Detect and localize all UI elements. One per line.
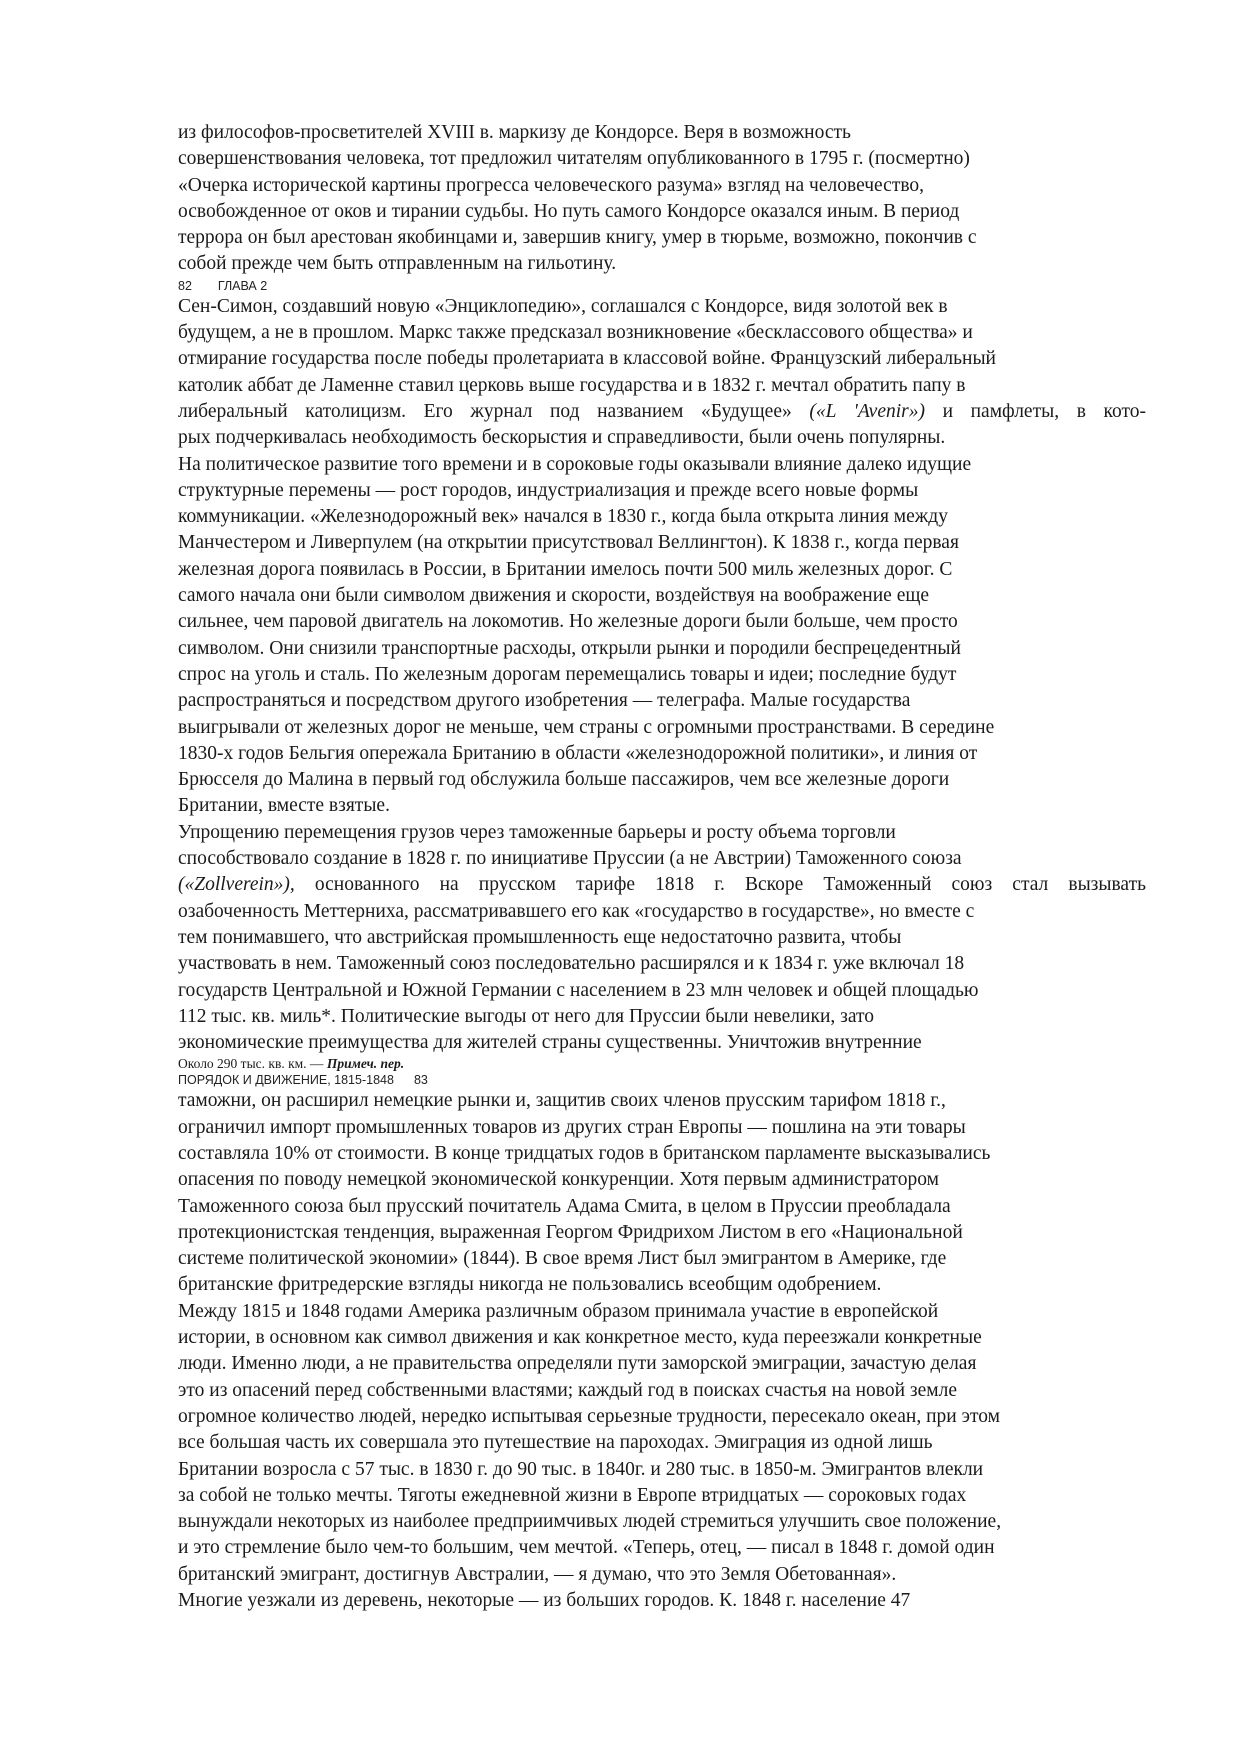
text-line: коммуникации. «Железнодорожный век» начался в 1830 г., когда была открыта линия между [178,506,948,528]
text-line: протекционистская тенденция, выраженная Георгом Фридрихом Листом в его «Национальной [178,1221,963,1243]
text-line: британский эмигрант, достигнув Австралии, — я думаю, что это Земля Обетованная». [178,1563,897,1585]
text-line: Манчестером и Ливерпулем (на открытии присутствовал Веллингтон). К 1838 г., когда первая [178,532,959,554]
paragraph-railways [178,452,1146,820]
running-header-right [178,1072,1146,1088]
page-number: 83 [413,1073,428,1088]
text-line: распространяться и посредством другого изобретения — телеграфа. Малые государства [178,690,911,712]
text-line: спрос на уголь и сталь. По железным дорогам перемещались товары и идеи; последние будут [178,663,957,685]
text-line: самого начала они были символом движения и скорости, воздействуя на воображение еще [178,585,930,607]
paragraph-condorcet [178,120,1146,278]
document-page [178,120,1146,1614]
text-line: Упрощению перемещения грузов через таможенные барьеры и росту объема торговли [178,821,896,843]
text-line: отмирание государства после победы пролетариата в классовой войне. Французский либеральный [178,348,996,370]
paragraph-villages [178,1588,1146,1614]
text-line: сильнее, чем паровой двигатель на локомотив. Но железные дороги были больше, чем просто [178,611,958,633]
text-line: железная дорога появилась в России, в Британии имелось почти 500 миль железных дорог. С [178,558,953,580]
text-line: Многие уезжали из деревень, некоторые — из больших городов. К. 1848 г. население 47 [178,1590,911,1612]
text-line: На политическое развитие того времени и в сороковые годы оказывали влияние далеко идущие [178,453,972,475]
text-line: это из опасений перед собственными властями; каждый год в поисках счастья на новой земле [178,1379,958,1401]
text-line: 1830-х годов Бельгия опережала Британию в области «железнодорожной политики», и линия от [178,742,978,764]
text-line: способствовало создание в 1828 г. по инициативе Пруссии (а не Австрии) Таможенного союза [178,848,962,870]
text-line: государств Центральной и Южной Германии с населением в 23 млн человек и общей площадью [178,979,979,1001]
text-line: британские фритредерские взгляды никогда не пользовались всеобщим одобрением. [178,1274,882,1296]
text-line: системе политической экономии» (1844). В свое время Лист был эмигрантом в Америке, где [178,1248,947,1270]
text-line: («Zollverein»), основанного на прусском тарифе 1818 г. Вскоре Таможенный союз стал вызывать [178,874,1146,896]
text-line: совершенствования человека, тот предложил читателям опубликованного в 1795 г. (посмертно) [178,148,970,170]
text-line: террора он был арестован якобинцами и, завершив книгу, умер в тюрьме, возможно, покончив с [178,227,977,249]
text-line: истории, в основном как символ движения и как конкретное место, куда переезжали конкретные [178,1327,982,1349]
footnote-note: Примеч. пер. [326,1056,405,1072]
page-number: 82 [178,278,192,293]
text-line: Сен-Симон, создавший новую «Энциклопедию», соглашался с Кондорсе, видя золотой век в [178,295,948,317]
text-line: католик аббат де Ламенне ставил церковь выше государства и в 1832 г. мечтал обратить папу в [178,374,966,396]
text-line: озабоченность Меттерниха, рассматривавшего его как «государство в государстве», но вместе с [178,900,975,922]
chapter-title: ГЛАВА 2 [217,278,268,293]
text-line: экономические преимущества для жителей страны существенны. Уничтожив внутренние [178,1032,922,1054]
text-line: 112 тыс. кв. миль*. Политические выгоды от него для Пруссии были невелики, зато [178,1005,875,1027]
text-line: либеральный католицизм. Его журнал под названием «Будущее» («L 'Avenir») и памфлеты, в кото- [178,400,1146,422]
text-line: ограничил импорт промышленных товаров из других стран Европы — пошлина на эти товары [178,1116,966,1138]
paragraph-zollverein [178,820,1146,1057]
text-line: все большая часть их совершала это путешествие на пароходах. Эмиграция из одной лишь [178,1432,933,1454]
text-line: выигрывали от железных дорог не меньше, чем страны с огромными пространствами. В середине [178,716,995,738]
footnote: Около 290 тыс. кв. км. — Примеч. пер. [178,1056,405,1072]
text-line: символом. Они снизили транспортные расходы, открыли рынки и породили беспрецедентный [178,637,961,659]
text-line: Между 1815 и 1848 годами Америка различным образом принимала участие в европейской [178,1300,939,1322]
text-line: вынуждали некоторых из наиболее предприимчивых людей стремиться улучшить свое положение, [178,1511,1002,1533]
text-line: участвовать в нем. Таможенный союз последовательно расширялся и к 1834 г. уже включал 18 [178,953,965,975]
paragraph-customs [178,1088,1146,1298]
text-line: люди. Именно люди, а не правительства определяли пути заморской эмиграции, зачастую делая [178,1353,977,1375]
text-line: таможни, он расширил немецкие рынки и, защитив своих членов прусским тарифом 1818 г., [178,1090,946,1112]
text-line: тем понимавшего, что австрийская промышленность еще недостаточно развита, чтобы [178,926,902,948]
text-line: и это стремление было чем-то большим, чем мечтой. «Теперь, отец, — писал в 1848 г. домой один [178,1537,995,1559]
text-line: огромное количество людей, нередко испытывая серьезные трудности, пересекало океан, при этом [178,1405,1000,1427]
text-line: «Очерка исторической картины прогресса человеческого разума» взгляд на человечество, [178,174,925,196]
text-line: за собой не только мечты. Тяготы ежедневной жизни в Европе втридцатых — сороковых годах [178,1484,967,1506]
text-line: Таможенного союза был прусский почитатель Адама Смита, в целом в Пруссии преобладала [178,1195,951,1217]
text-line: составляла 10% от стоимости. В конце тридцатых годов в британском парламенте высказывались [178,1142,991,1164]
text-line: Брюсселя до Малина в первый год обслужила больше пассажиров, чем все железные дороги [178,769,950,791]
text-line: освобожденное от оков и тирании судьбы. Но путь самого Кондорсе оказался иным. В период [178,200,960,222]
text-line: структурные перемены — рост городов, индустриализация и прежде всего новые формы [178,479,919,501]
text-line: рых подчеркивалась необходимость бескорыстия и справедливости, были очень популярны. [178,427,946,449]
chapter-title: ПОРЯДОК И ДВИЖЕНИЕ, 1815-1848 [178,1073,394,1088]
text-line: из философов-просветителей XVIII в. маркизу де Кондорсе. Веря в возможность [178,122,851,143]
running-header-left [178,278,1146,294]
paragraph-saint-simon [178,294,1146,452]
text-line: будущем, а не в прошлом. Маркс также предсказал возникновение «бесклассового общества» и [178,322,973,344]
paragraph-america [178,1299,1146,1588]
text-line: Британии возросла с 57 тыс. в 1830 г. до 90 тыс. в 1840г. и 280 тыс. в 1850-м. Эмигрантов влекли [178,1458,984,1480]
text-line: Британии, вместе взятые. [178,795,390,817]
text-line: собой прежде чем быть отправленным на гильотину. [178,253,617,275]
text-line: опасения по поводу немецкой экономической конкуренции. Хотя первым администратором [178,1169,939,1191]
